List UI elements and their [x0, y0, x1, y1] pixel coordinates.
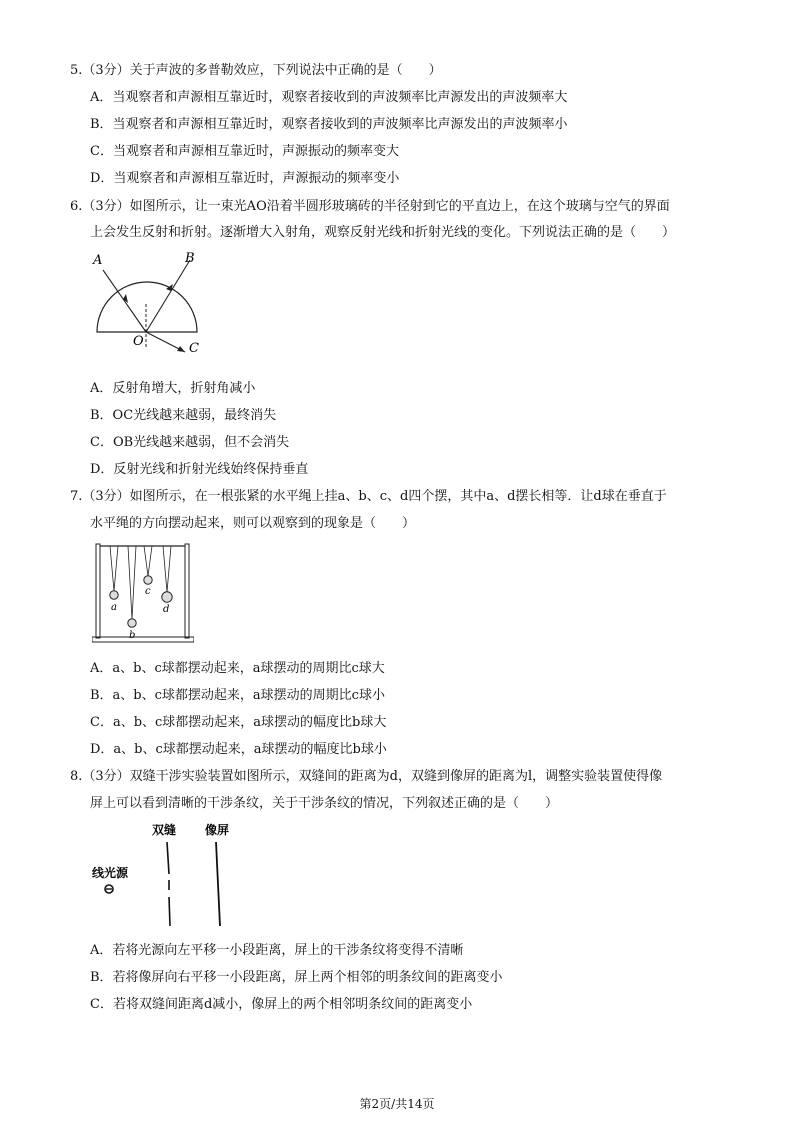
label-b: B	[185, 251, 195, 266]
string-d	[163, 546, 171, 592]
semicircle-glass	[97, 282, 197, 332]
q8-option-b: B．若将像屏向右平移一小段距离，屏上两个相邻的明条纹间的距离变小	[90, 970, 503, 985]
q5-option-a: A．当观察者和声源相互靠近时，观察者接收到的声波频率比声源发出的声波频率大	[90, 90, 568, 105]
q6-option-a: A．反射角增大，折射角减小	[90, 381, 256, 396]
label-c: c	[145, 586, 151, 597]
q8-stem-line2: 屏上可以看到清晰的干涉条纹，关于干涉条纹的情况，下列叙述正确的是（ ）	[90, 796, 559, 811]
q7-option-a: A．a、b、c球都摆动起来，a球摆动的周期比c球大	[90, 661, 385, 676]
page-footer: 第2页/共14页	[359, 1097, 435, 1111]
string-c	[144, 546, 152, 576]
q5-option-d: D．当观察者和声源相互靠近时，声源振动的频率变小	[90, 171, 400, 186]
screen-line	[216, 842, 220, 926]
ball-b	[128, 619, 136, 627]
q6-option-d: D．反射光线和折射光线始终保持垂直	[90, 462, 309, 477]
q7-stem-line2: 水平绳的方向摆动起来，则可以观察到的现象是（ ）	[90, 516, 416, 531]
q5-option-c: C．当观察者和声源相互靠近时，声源振动的频率变大	[90, 144, 399, 159]
base	[92, 637, 194, 642]
q6-option-b: B．OC光线越来越弱，最终消失	[90, 408, 277, 423]
label-d: d	[163, 604, 170, 615]
q8-stem-line1: 8.（3分）双缝干涉实验装置如图所示，双缝间的距离为d，双缝到像屏的距离为l，调整实验装置使得像	[70, 769, 663, 784]
label-double-slit: 双缝	[152, 823, 177, 837]
q6-stem-line2: 上会发生反射和折射。逐渐增大入射角，观察反射光线和折射光线的变化。下列说法正确的是（ ）	[90, 225, 676, 240]
q6-option-c: C．OB光线越来越弱，但不会消失	[90, 435, 290, 450]
left-post	[96, 544, 100, 638]
ball-c	[144, 576, 152, 584]
q7-stem-line1: 7.（3分）如图所示，在一根张紧的水平绳上挂a、b、c、d四个摆，其中a、d摆长相等．让d球在垂直于	[70, 489, 667, 504]
q8-double-slit-figure	[88, 822, 248, 930]
ball-d	[162, 592, 172, 602]
reflected-ray-ob	[146, 260, 190, 332]
ball-a	[110, 591, 118, 599]
label-a: A	[93, 253, 103, 268]
q6-semicircle-figure	[85, 248, 215, 360]
label-o: O	[133, 334, 144, 349]
label-a: a	[111, 602, 117, 613]
string-a	[110, 546, 118, 591]
label-c: C	[189, 341, 199, 356]
q7-option-b: B．a、b、c球都摆动起来，a球摆动的周期比c球小	[90, 688, 385, 703]
q7-option-d: D．a、b、c球都摆动起来，a球摆动的幅度比b球小	[90, 742, 387, 757]
q5-stem: 5.（3分）关于声波的多普勒效应，下列说法中正确的是（ ）	[70, 63, 442, 78]
q6-stem-line1: 6.（3分）如图所示，让一束光AO沿着半圆形玻璃砖的半径射到它的平直边上，在这个玻璃与空气的界面	[70, 199, 670, 214]
label-b: b	[129, 630, 136, 641]
label-line-source: 线光源	[92, 866, 129, 880]
right-post	[185, 544, 189, 638]
label-screen: 像屏	[205, 823, 230, 837]
string-b	[128, 546, 136, 619]
q8-option-c: C．若将双缝间距离d减小，像屏上的两个相邻明条纹间的距离变小	[90, 997, 473, 1012]
q5-option-b: B．当观察者和声源相互靠近时，观察者接收到的声波频率比声源发出的声波频率小	[90, 117, 568, 132]
q8-option-a: A．若将光源向左平移一小段距离，屏上的干涉条纹将变得不清晰	[90, 943, 464, 958]
incident-ray-ao	[103, 270, 146, 332]
slit-plate-upper	[167, 842, 169, 874]
q7-pendulum-figure	[92, 540, 194, 646]
slit-plate-lower	[169, 897, 170, 926]
q7-option-c: C．a、b、c球都摆动起来，a球摆动的幅度比b球大	[90, 715, 387, 730]
